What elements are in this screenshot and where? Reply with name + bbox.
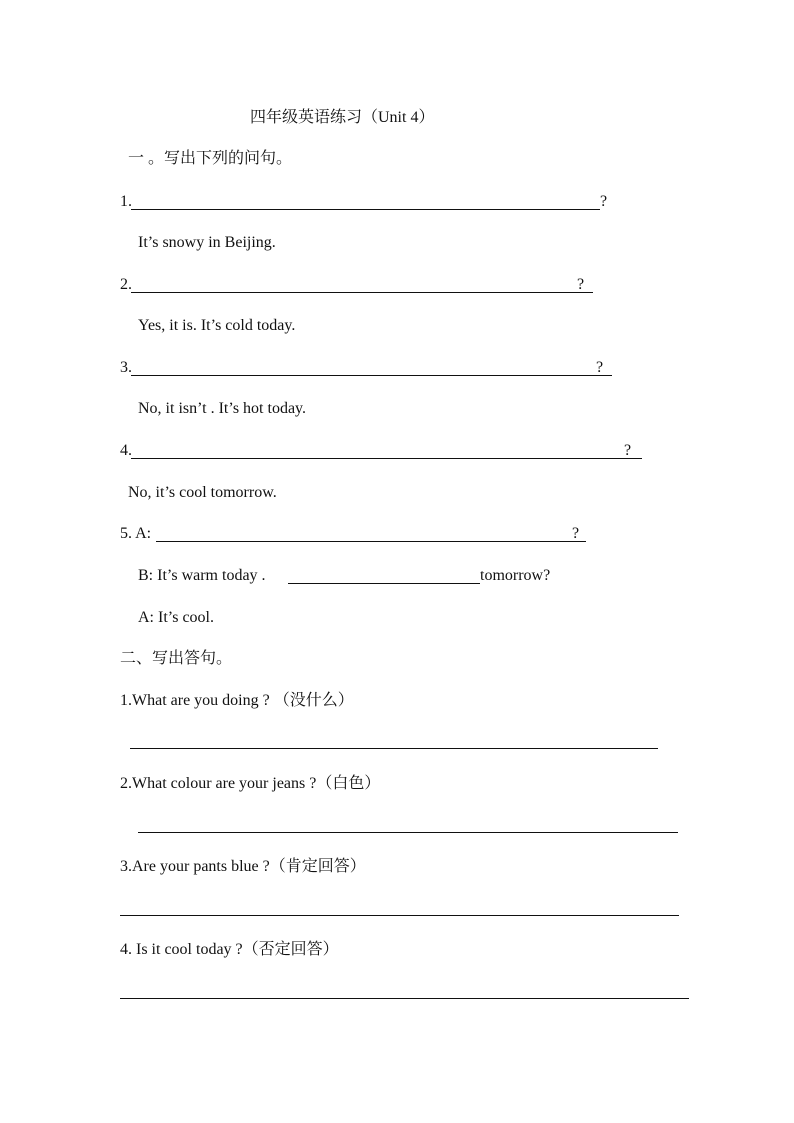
- page-title: 四年级英语练习（Unit 4）: [250, 109, 435, 126]
- item4-answer-line[interactable]: [131, 458, 642, 459]
- dialog-b-suffix: tomorrow?: [480, 567, 551, 584]
- item1-number: 1.: [120, 193, 132, 210]
- item2-answer-line[interactable]: [131, 292, 593, 293]
- item4-number: 4.: [120, 442, 132, 459]
- item4-question-mark: ?: [624, 442, 632, 459]
- item3-number: 3.: [120, 359, 132, 376]
- item1-question-mark: ?: [600, 193, 608, 210]
- item1-given-answer: It’s snowy in Beijing.: [138, 234, 276, 251]
- section2-heading: 二、写出答句。: [120, 650, 233, 667]
- item3-question-mark: ?: [596, 359, 604, 376]
- item3-answer-line[interactable]: [131, 375, 612, 376]
- s2-question-1: 1.What are you doing ? （没什么）: [120, 692, 354, 709]
- s2-answer-line-4[interactable]: [120, 998, 689, 999]
- item2-number: 2.: [120, 276, 132, 293]
- s2-answer-line-3[interactable]: [120, 915, 679, 916]
- item3-given-answer: No, it isn’t . It’s hot today.: [138, 400, 306, 417]
- item4-given-answer: No, it’s cool tomorrow.: [128, 484, 277, 501]
- s2-question-2: 2.What colour are your jeans ?（白色）: [120, 775, 381, 792]
- dialog-a-question-mark: ?: [572, 525, 580, 542]
- s2-question-4: 4. Is it cool today ?（否定回答）: [120, 941, 339, 958]
- s2-answer-line-2[interactable]: [138, 832, 678, 833]
- s2-answer-line-1[interactable]: [130, 748, 658, 749]
- item2-question-mark: ?: [577, 276, 585, 293]
- dialog-a-reply: A: It’s cool.: [138, 609, 214, 626]
- dialog-a-answer-line[interactable]: [156, 541, 586, 542]
- dialog-a-prefix: 5. A:: [120, 525, 152, 542]
- dialog-b-prefix: B: It’s warm today .: [138, 567, 266, 584]
- dialog-b-blank-line[interactable]: [288, 583, 480, 584]
- item1-answer-line[interactable]: [131, 209, 600, 210]
- item2-given-answer: Yes, it is. It’s cold today.: [138, 317, 296, 334]
- s2-question-3: 3.Are your pants blue ?（肯定回答）: [120, 858, 366, 875]
- section1-heading: 一 。写出下列的问句。: [128, 150, 293, 167]
